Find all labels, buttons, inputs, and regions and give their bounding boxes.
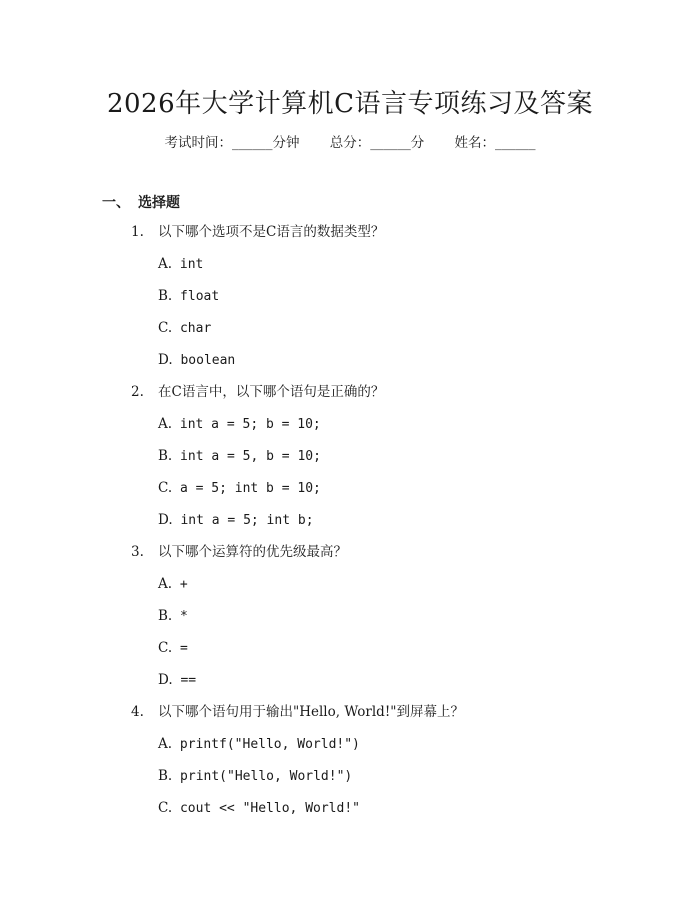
option-2b: [131, 444, 651, 476]
question-number: 4.: [131, 704, 144, 720]
exam-time-unit: 分钟: [272, 135, 300, 151]
option-text: *: [180, 609, 188, 624]
option-3b: [131, 604, 651, 636]
option-1a: [131, 252, 651, 284]
option-text: float: [180, 289, 220, 304]
total-score-blank: ______: [370, 135, 411, 151]
question-number: 3.: [131, 544, 144, 560]
exam-time-blank: ______: [231, 135, 273, 151]
option-text: int: [179, 257, 204, 272]
option-4a: [131, 732, 651, 764]
section-heading: [102, 192, 180, 212]
option-letter: A.: [158, 736, 173, 752]
option-letter: A.: [158, 416, 173, 432]
total-score-field: [330, 131, 425, 151]
section-title: 选择题: [138, 195, 180, 211]
question-3: [131, 540, 651, 572]
option-text: +: [179, 577, 188, 592]
question-list: [131, 220, 651, 828]
option-letter: C.: [158, 640, 173, 656]
question-text: 在C语言中，以下哪个语句是正确的？: [158, 384, 385, 400]
option-text: print("Hello, World!"): [180, 769, 353, 784]
option-2c: [131, 476, 651, 508]
option-letter: B.: [158, 768, 173, 784]
option-letter: D.: [158, 352, 173, 368]
question-text: 以下哪个语句用于输出"Hello, World!"到屏幕上？: [158, 704, 464, 720]
option-letter: C.: [158, 320, 173, 336]
option-3c: [131, 636, 651, 668]
option-1c: [131, 316, 651, 348]
name-label: 姓名：: [454, 135, 496, 151]
option-letter: A.: [158, 576, 173, 592]
option-text: int a = 5, b = 10;: [180, 449, 321, 464]
page-title: 2026年大学计算机C语言专项练习及答案: [106, 89, 594, 119]
option-4c: [131, 796, 651, 828]
name-field: [455, 131, 536, 151]
option-letter: B.: [158, 608, 173, 624]
question-number: 2.: [131, 384, 144, 400]
name-blank: ______: [495, 135, 536, 151]
option-text: boolean: [180, 353, 236, 368]
option-letter: D.: [158, 672, 173, 688]
option-letter: B.: [158, 288, 173, 304]
option-1d: [131, 348, 651, 380]
option-text: int a = 5; int b;: [180, 513, 314, 528]
option-text: ==: [180, 673, 197, 688]
option-1b: [131, 284, 651, 316]
option-letter: C.: [158, 480, 173, 496]
option-letter: C.: [158, 800, 173, 816]
total-score-unit: 分: [410, 135, 425, 151]
option-2d: [131, 508, 651, 540]
option-text: printf("Hello, World!"): [179, 737, 360, 752]
option-text: char: [179, 321, 212, 336]
option-text: cout << "Hello, World!": [179, 801, 360, 816]
exam-time-field: [164, 131, 299, 151]
option-letter: B.: [158, 448, 173, 464]
question-text: 以下哪个选项不是C语言的数据类型？: [158, 224, 385, 240]
question-2: [131, 380, 651, 412]
question-number: 1.: [131, 224, 144, 240]
total-score-label: 总分：: [329, 135, 371, 151]
option-text: a = 5; int b = 10;: [179, 481, 321, 496]
option-2a: [131, 412, 651, 444]
option-text: int a = 5; b = 10;: [179, 417, 321, 432]
exam-info-line: [0, 131, 700, 151]
exam-time-label: 考试时间：: [164, 135, 232, 151]
option-3d: [131, 668, 651, 700]
question-1: [131, 220, 651, 252]
option-text: =: [179, 641, 188, 656]
option-4b: [131, 764, 651, 796]
option-letter: D.: [158, 512, 173, 528]
question-4: [131, 700, 651, 732]
option-3a: [131, 572, 651, 604]
option-letter: A.: [158, 256, 173, 272]
question-text: 以下哪个运算符的优先级最高？: [158, 544, 347, 560]
section-number: 一、: [102, 195, 130, 211]
